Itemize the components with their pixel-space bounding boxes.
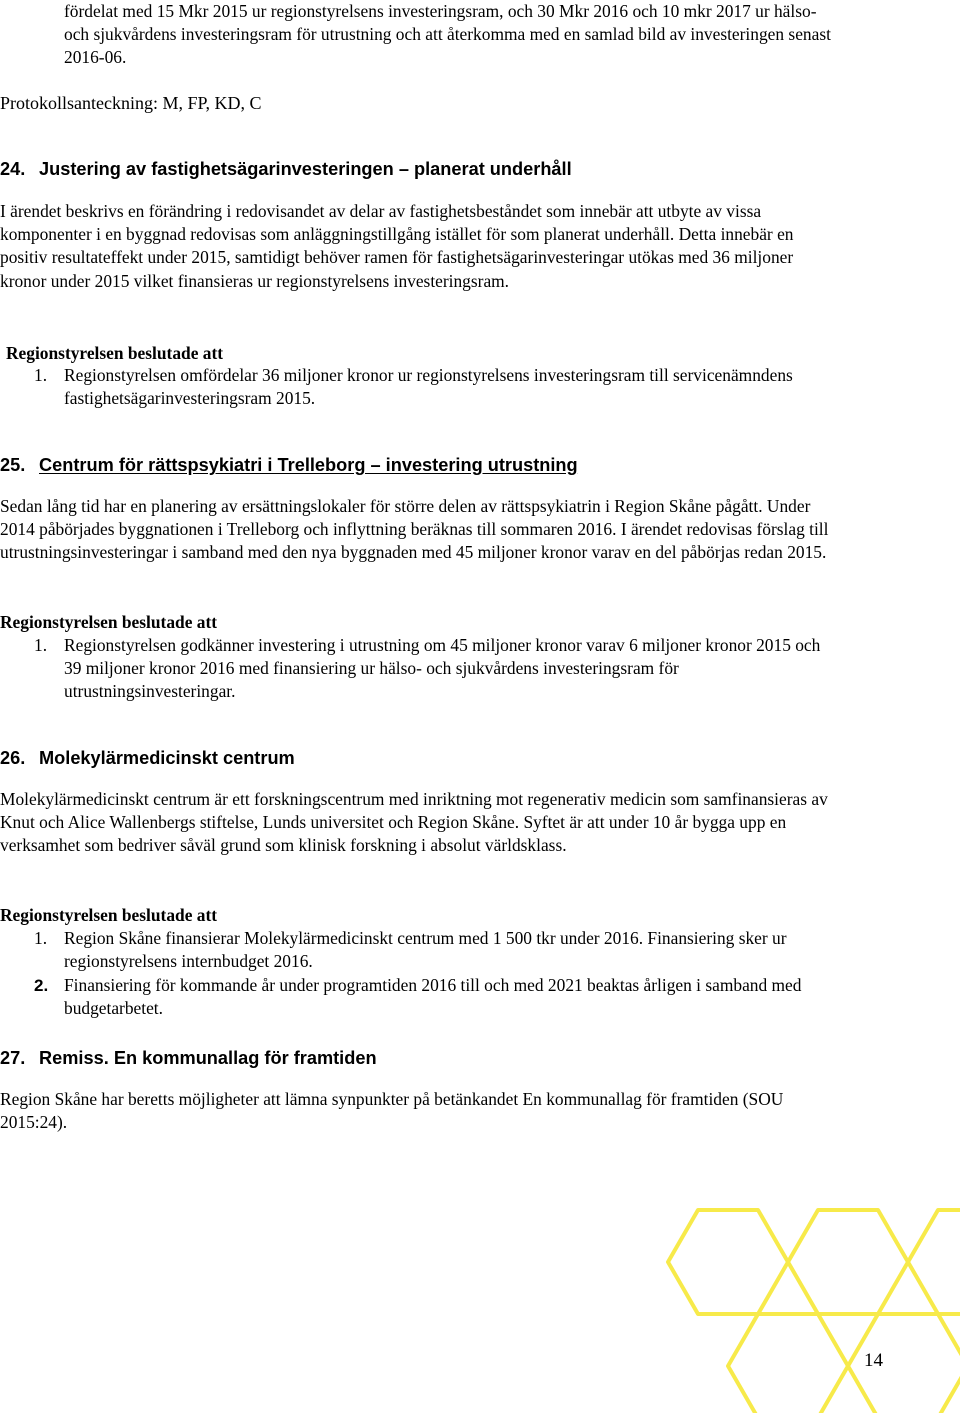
protocol-note: Protokollsanteckning: M, FP, KD, C <box>0 93 262 113</box>
item-title: Molekylärmedicinskt centrum <box>39 748 295 768</box>
decision-item <box>0 974 830 1020</box>
item-title: Justering av fastighetsägarinvesteringen – planerat underhåll <box>39 159 572 179</box>
decision-item <box>0 364 830 410</box>
item-24-body: I ärendet beskrivs en förändring i redovisandet av delar av fastighetsbeståndet som innebär att utbyte av vissa komponenter i en byggnad redovisas som anläggningstillgång istället för som planerat underhåll. Detta innebär en positiv resultateffekt under 2015, samtidigt behöver ramen för fastighetsägarinvesteringar utökas med 36 miljoner kronor under 2015 vilket finansieras ur regionstyrelsens investeringsram. <box>0 201 794 291</box>
page-number: 14 <box>864 1350 883 1371</box>
item-24-heading <box>0 157 572 181</box>
decision-text: Regionstyrelsen godkänner investering i utrustning om 45 miljoner kronor varav 6 miljoner kronor 2015 och 39 miljoner kronor 2016 med finansiering ur hälso- och sjukvårdens investeringsram för utrustningsinvesteringar. <box>64 635 821 702</box>
item-number: 24. <box>0 159 26 179</box>
item-25-body: Sedan lång tid har en planering av ersättningslokaler för större delen av rättspsykiatrin i Region Skåne pågått. Under 2014 påbörjades byggnationen i Trelleborg och inflyttning beräknas till sommaren 2016. I ärendet redovisas förslag till utrustningsinvesteringar i samband med den nya byggnaden med 45 miljoner kronor varav en del påbörjas redan 2015. <box>0 496 829 563</box>
decision-item <box>0 634 830 704</box>
item-27-body: Region Skåne har beretts möjligheter att lämna synpunkter på betänkandet En kommunallag för framtiden (SOU 2015:24). <box>0 1089 784 1133</box>
hexagon-shape <box>908 1210 960 1314</box>
hexagon-shape <box>788 1210 908 1314</box>
item-number: 26. <box>0 748 26 768</box>
item-27-heading <box>0 1046 377 1070</box>
item-number: 27. <box>0 1048 26 1068</box>
decision-heading: Regionstyrelsen beslutade att <box>0 905 218 925</box>
hexagon-shape <box>728 1314 848 1413</box>
decision-number: 1. <box>34 635 48 655</box>
decision-number: 2. <box>34 976 49 995</box>
decision-text: Regionstyrelsen omfördelar 36 miljoner kronor ur regionstyrelsens investeringsram till servicenämndens fastighetsägarinvesteringsram 2015. <box>64 365 793 409</box>
item-title: Centrum för rättspsykiatri i Trelleborg – investering utrustning <box>39 455 578 475</box>
decision-text: Region Skåne finansierar Molekylärmedicinskt centrum med 1 500 tkr under 2016. Finansiering sker ur regionstyrelsens internbudget 2016. <box>64 928 787 972</box>
item-title-part1: Remiss. <box>39 1048 109 1068</box>
decision-text: Finansiering för kommande år under programtiden 2016 till och med 2021 beaktas årligen i samband med budgetarbetet. <box>64 975 802 1019</box>
decision-item <box>0 927 830 973</box>
decision-number: 1. <box>34 365 48 385</box>
item-26-body: Molekylärmedicinskt centrum är ett forskningscentrum med inriktning mot regenerativ medicin som samfinansieras av Knut och Alice Wallenbergs stiftelse, Lunds universitet och Region Skåne. Syftet är att under 10 år bygga upp en verksamhet som bedriver såväl grund som klinisk forskning i absolut världsklass. <box>0 789 828 856</box>
decision-heading: Regionstyrelsen beslutade att <box>6 343 224 363</box>
item-25-heading <box>0 453 578 477</box>
decision-heading: Regionstyrelsen beslutade att <box>0 612 218 632</box>
decision-number: 1. <box>34 928 48 948</box>
hexagon-pattern-icon <box>640 1200 960 1413</box>
hexagon-shape <box>668 1210 788 1314</box>
item-26-heading <box>0 746 295 770</box>
intro-continuation: fördelat med 15 Mkr 2015 ur regionstyrelsens investeringsram, och 30 Mkr 2016 och 10 mkr 2017 ur hälso- och sjukvårdens investeringsram för utrustning och att återkomma med en samlad bild av investeringen senast 2016-06. <box>64 1 831 68</box>
item-title-part2: En kommunallag för framtiden <box>113 1048 377 1068</box>
item-number: 25. <box>0 455 26 475</box>
